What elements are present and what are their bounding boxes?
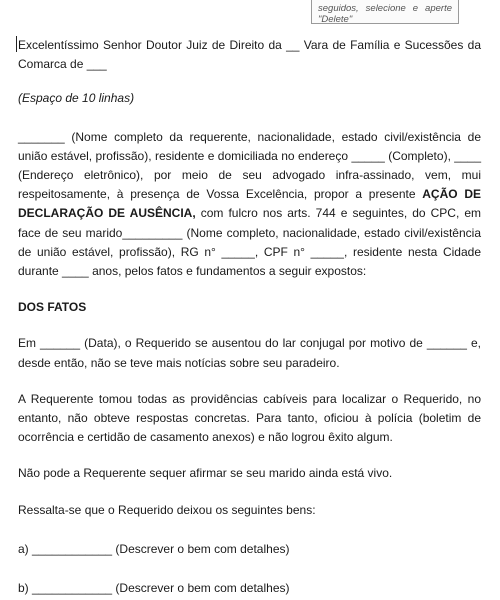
action-name: AÇÃO DE DECLARAÇÃO DE AUSÊNCIA, (18, 187, 481, 221)
section-title[interactable]: DOS FATOS (18, 300, 87, 315)
space-note[interactable]: (Espaço de 10 linhas) (18, 91, 135, 106)
intro-paragraph[interactable] (18, 128, 481, 282)
text-cursor (16, 36, 17, 52)
addressee-line[interactable]: Excelentíssimo Senhor Doutor Juiz de Direito da __ Vara de Família e Sucessões da Comarca de ___ (18, 38, 481, 72)
facts-paragraph-3[interactable]: Não pode a Requerente sequer afirmar se seu marido ainda está vivo. (18, 466, 393, 481)
intro-text-before: _______ (Nome completo da requerente, nacionalidade, estado civil/existência de união estável, profissão), residente e domiciliada no endereço _____ (Completo), ____ (Endereço eletrônico), por meio de seu advogado infra-assinado, vem, mui respeitosamente, à presença de Vossa Excelência, propor a presente (18, 129, 481, 202)
facts-paragraph-4[interactable]: Ressalta-se que o Requerido deixou os seguintes bens: (18, 502, 316, 517)
intro-text-after: com fulcro nos arts. 744 e seguintes, do CPC, em face de seu marido_________ (Nome completo, nacionalidade, estado civil/existência de união estável, profissão), RG n° _____, CPF n° _____, residente nesta Cidade durante ____ anos, pelos fatos e fundamentos a seguir expostos: (18, 206, 481, 279)
document-body[interactable] (18, 36, 481, 598)
instruction-note-line2: "Delete" (318, 14, 353, 25)
asset-item-b[interactable]: b) ____________ (Descrever o bem com detalhes) (18, 581, 290, 596)
facts-paragraph-2[interactable]: A Requerente tomou todas as providências cabíveis para localizar o Requerido, no entanto, não obteve respostas concretas. Para tanto, oficiou à polícia (boletim de ocorrência e certidão de casamento anexos) e não logrou êxito algum. (18, 391, 481, 445)
instruction-note (311, 0, 459, 24)
asset-item-a[interactable]: a) ____________ (Descrever o bem com detalhes) (18, 541, 290, 556)
instruction-note-line1: seguidos, selecione e aperte (318, 3, 452, 14)
facts-paragraph-1[interactable]: Em ______ (Data), o Requerido se ausentou do lar conjugal por motivo de ______ e, desde então, não se teve mais notícias sobre seu paradeiro. (18, 336, 481, 370)
